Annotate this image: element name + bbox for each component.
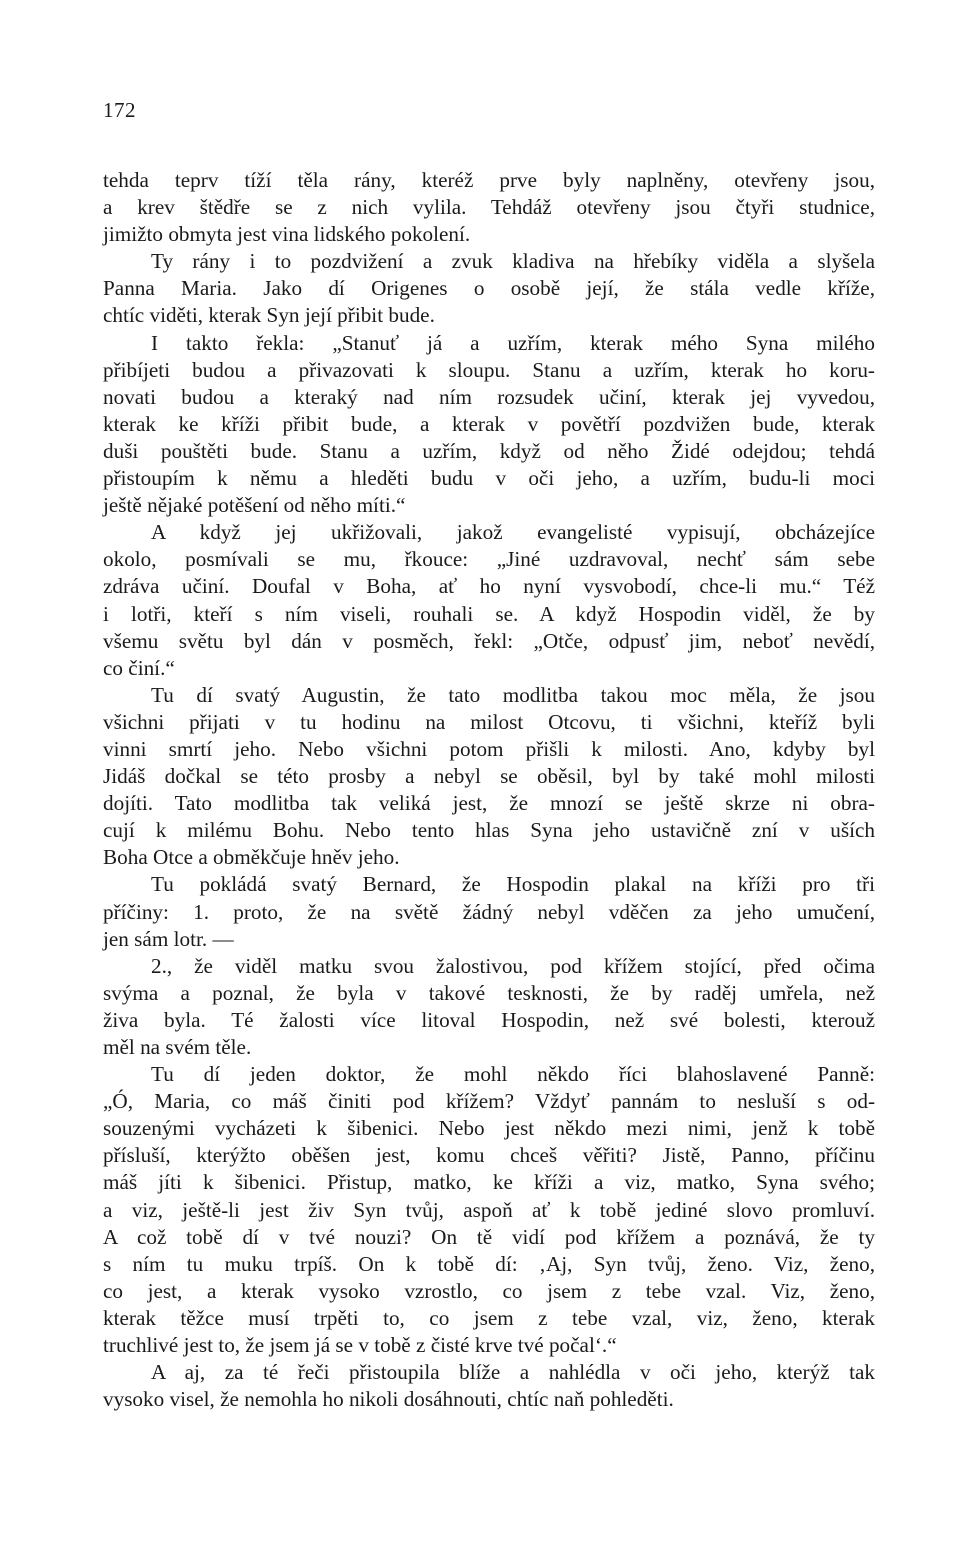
text-line: A aj, za té řeči přistoupila blíže a nahlédla v oči jeho, kterýž tak	[151, 1360, 875, 1385]
text-line: vysoko visel, že nemohla ho nikoli dosáhnouti, chtíc naň pohleděti.	[103, 1387, 674, 1412]
text-line: Jidáš dočkal se této prosby a nebyl se oběsil, byl by také mohl milosti	[103, 764, 875, 789]
text-line: Tu pokládá svatý Bernard, že Hospodin plakal na kříži pro tři	[151, 872, 875, 897]
text-line: vinni smrtí jeho. Nebo všichni potom přišli k milosti. Ano, kdyby byl	[103, 736, 875, 761]
text-line: Panna Maria. Jako dí Origenes o osobě její, že stála vedle kříže,	[103, 276, 875, 301]
text-line: jen sám lotr. —	[103, 926, 234, 951]
text-line: co činí.“	[103, 655, 175, 680]
text-line: měl na svém těle.	[103, 1035, 252, 1059]
text-line: A když jej ukřižovali, jakož evangelisté vypisují, obcházejíce	[151, 520, 875, 545]
text-line: všemu světu byl dán v posměch, řekl: „Otče, odpusť jim, neboť nevědí,	[103, 628, 875, 653]
text-line: příčiny: 1. proto, že na světě žádný nebyl vděčen za jeho umučení,	[103, 899, 875, 924]
text-line: i lotři, kteří s ním viseli, rouhali se. A když Hospodin viděl, že by	[103, 601, 875, 626]
text-line: máš jíti k šibenici. Přistup, matko, ke kříži a viz, matko, Syna svého;	[103, 1170, 875, 1195]
text-line: „Ó, Maria, co máš činiti pod křížem? Vždyť pannám to nesluší s od-	[103, 1089, 875, 1114]
text-line: cují k milému Bohu. Nebo tento hlas Syna jeho ustavičně zní v uších	[103, 818, 875, 843]
text-line: a viz, ještě-li jest živ Syn tvůj, aspoň ať k tobě jediné slovo promluví.	[103, 1197, 875, 1222]
text-line: a krev štědře se z nich vylila. Tehdáž otevřeny jsou čtyři studnice,	[103, 195, 875, 220]
text-line: Tu dí jeden doktor, že mohl někdo říci blahoslavené Panně:	[151, 1062, 875, 1087]
text-line: I takto řekla: „Stanuť já a uzřím, kterak mého Syna milého	[151, 330, 875, 355]
text-line: tehda teprv tíží těla rány, kteréž prve byly naplněny, otevřeny jsou,	[103, 168, 875, 192]
text-line: živa byla. Té žalosti více litoval Hospodin, než své bolesti, kterouž	[103, 1007, 875, 1032]
text-line: novati budou a kteraký nad ním rozsudek učiní, kterak jej vyvedou,	[103, 384, 875, 409]
text-line: Ty rány i to pozdvižení a zvuk kladiva na hřebíky viděla a slyšela	[151, 249, 875, 274]
text-line: přistoupím k němu a hleděti budu v oči jeho, a uzřím, budu-li moci	[103, 466, 875, 491]
text-line: duši pouštěti bude. Stanu a uzřím, když od něho Židé odejdou; tehdá	[103, 438, 875, 463]
page-text	[103, 167, 875, 1413]
text-line: kterak těžce musí trpěti to, co jsem z tebe vzal, viz, ženo, kterak	[103, 1305, 875, 1330]
text-line: ještě nějaké potěšení od něho míti.“	[103, 493, 406, 518]
text-line: co jest, a kterak vysoko vzrostlo, co jsem z tebe vzal. Viz, ženo,	[103, 1278, 875, 1303]
text-line: s ním tu muku trpíš. On k tobě dí: ‚Aj, Syn tvůj, ženo. Viz, ženo,	[103, 1251, 875, 1276]
page-number: 172	[103, 98, 136, 122]
text-line: chtíc viděti, kterak Syn její přibit bude.	[103, 303, 435, 328]
text-line: souzenými vycházeti k šibenici. Nebo jest někdo mezi nimi, jenž k tobě	[103, 1116, 875, 1141]
text-line: všichni přijati v tu hodinu na milost Otcovu, ti všichni, kteříž byli	[103, 709, 875, 734]
text-line: dojíti. Tato modlitba tak veliká jest, že mnozí se ještě skrze ni obra-	[103, 791, 875, 816]
text-line: Boha Otce a obměkčuje hněv jeho.	[103, 845, 400, 870]
text-line: zdráva učiní. Doufal v Boha, ať ho nyní vysvobodí, chce-li mu.“ Též	[103, 574, 875, 599]
text-line: A což tobě dí v tvé nouzi? On tě vidí pod křížem a poznává, že ty	[103, 1224, 875, 1249]
text-line: 2., že viděl matku svou žalostivou, pod křížem stojící, před očima	[151, 953, 875, 978]
text-line: truchlivé jest to, že jsem já se v tobě z čisté krve tvé počal‘.“	[103, 1333, 617, 1358]
text-line: kterak ke kříži přibit bude, a kterak v povětří pozdvižen bude, kterak	[103, 411, 875, 436]
text-line: okolo, posmívali se mu, řkouce: „Jiné uzdravoval, nechť sám sebe	[103, 547, 875, 572]
text-line: svýma a poznal, že byla v takové tesknosti, že by raděj umřela, než	[103, 980, 875, 1005]
text-line: Tu dí svatý Augustin, že tato modlitba takou moc měla, že jsou	[151, 682, 875, 707]
text-line: přibíjeti budou a přivazovati k sloupu. Stanu a uzřím, kterak ho koru-	[103, 357, 875, 382]
text-line: jimižto obmyta jest vina lidského pokolení.	[103, 222, 471, 247]
text-line: přísluší, kterýžto oběšen jest, komu chceš věřiti? Jistě, Panno, příčinu	[103, 1143, 875, 1168]
